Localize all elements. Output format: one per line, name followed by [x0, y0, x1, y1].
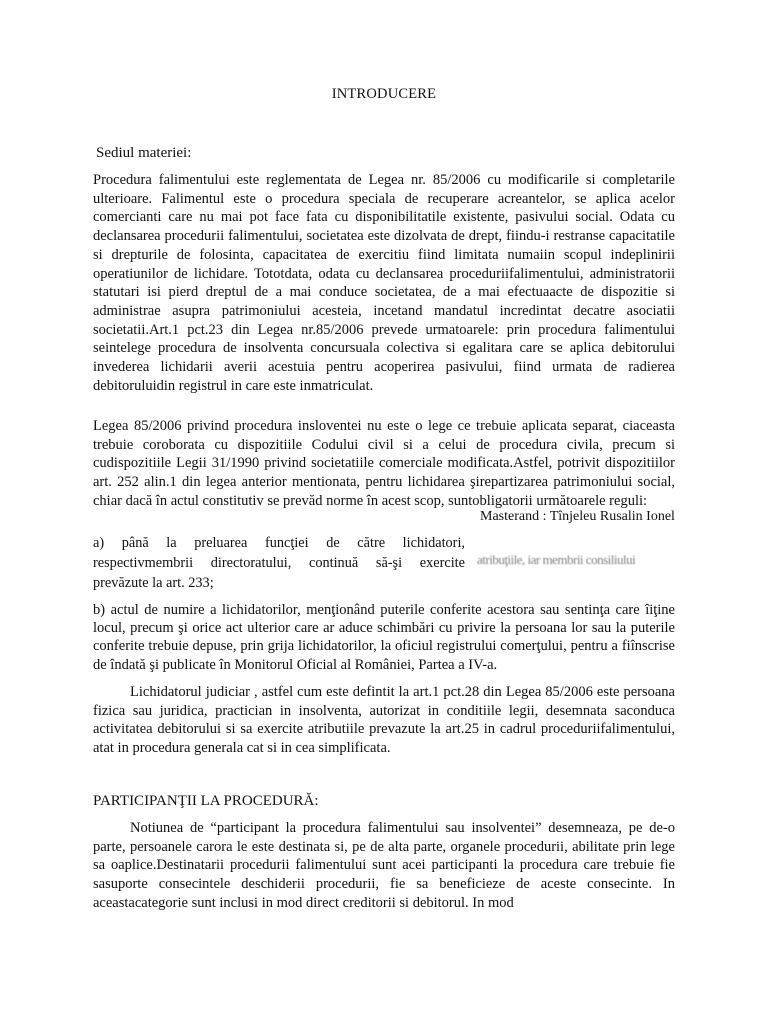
section-heading-sediul: Sediul materiei: [96, 145, 192, 161]
list-item-a-line3: prevăzute la art. 233; [93, 575, 214, 591]
list-item-a-line1: a) până la preluarea funcţiei de către lichidatori, [93, 535, 465, 551]
list-item-b: b) actul de numire a lichidatorilor, menţionând puterile conferite acestora sau sentinţa care îiţine locul, precum şi orice act ulterior care ar aduce schimbări cu privire la persoana lor sau la puterile conferite trebuie depuse, prin grija lichidatorilor, la oficiul registrului comerţului, pentru a fiînscrise de îndată şi publicate în Monitorul Oficial al României, Partea a IV-a. [93, 602, 675, 673]
paragraph-lichidator: Lichidatorul judiciar , astfel cum este defintit la art.1 pct.28 din Legea 85/2006 este persoana fizica sau juridica, practician in insolventa, autorizat in conditiile legii, desemnata saconduca activitatea debitorului si sa exercite atributiile prevazute la art.25 in cadrul proceduriifalimentului, atat in procedura generala cat si in cea simplificata. [93, 684, 675, 757]
author-credit: Masterand : Tînjeleu Rusalin Ionel [476, 509, 679, 525]
section-heading-participantii: PARTICIPANŢII LA PROCEDURĂ: [93, 793, 319, 809]
list-item-a-faded-text: atribuţiile, iar membrii consiliului [477, 553, 636, 567]
list-item-a-line2: respectivmembrii directoratului, continuă să-şi exercite [93, 555, 465, 571]
document-title: INTRODUCERE [331, 86, 437, 102]
paragraph-participanti: Notiunea de “participant la procedura falimentului sau insolventei” desemneaza, pe de-o parte, persoanele carora le este destinata si, pe de alta parte, organele procedurii, abilitate prin lege sa oaplice.Destinatarii procedurii falimentului sunt acei participanti la procedura care trebuie fie sasuporte consecintele deschiderii procedurii, fie sa beneficieze de aceste consecinte. In aceastacategorie sunt inclusi in mod direct creditorii si debitorul. In mod [93, 820, 675, 911]
paragraph-legea: Legea 85/2006 privind procedura insloventei nu este o lege ce trebuie aplicata separat, ciaceasta trebuie coroborata cu dispozitiile Codului civil si a celui de procedura civila, precum si cudispozitiile Legii 31/1990 privind societatiile comerciale modificata.Astfel, potrivit dispozitiilor art. 252 alin.1 din legea anterior mentionata, pentru lichidarea şirepartizarea patrimoniului social, chiar dacă în actul constitutiv se prevăd norme în acest scop, suntobligatorii următoarele reguli: [93, 418, 675, 509]
paragraph-procedura: Procedura falimentului este reglementata de Legea nr. 85/2006 cu modificarile si completarile ulterioare. Falimentul este o procedura speciala de recuperare acreantelor, se aplica acelor comercianti care nu mai pot face fata cu disponibilitatile existente, pasivului social. Odata cu declansarea procedurii falimentului, societatea este dizolvata de drept, fiindu-i restranse capacitatile si drepturile de folosinta, capacitatea de exercitiu fiind limitata numaiin scopul indeplinirii operatiunilor de lichidare. Tototdata, odata cu declansarea proceduriifalimentului, administratorii statutari isi pierd dreptul de a mai conduce societatea, de a mai efectuaacte de dispozitie si administrae asupra patrimoniului acesteia, incetand mandatul incredintat decatre asociatii societatii.Art.1 pct.23 din Legea nr.85/2006 prevede urmatoarele: prin procedura falimentului seintelege procedura de insolventa concursuala colectiva si egalitara care se aplica debitorului invederea lichidarii averii acestuia pentru acoperirea pasivului, fiind urmata de radierea debitoruluidin registrul in care este inmatriculat. [93, 172, 675, 394]
